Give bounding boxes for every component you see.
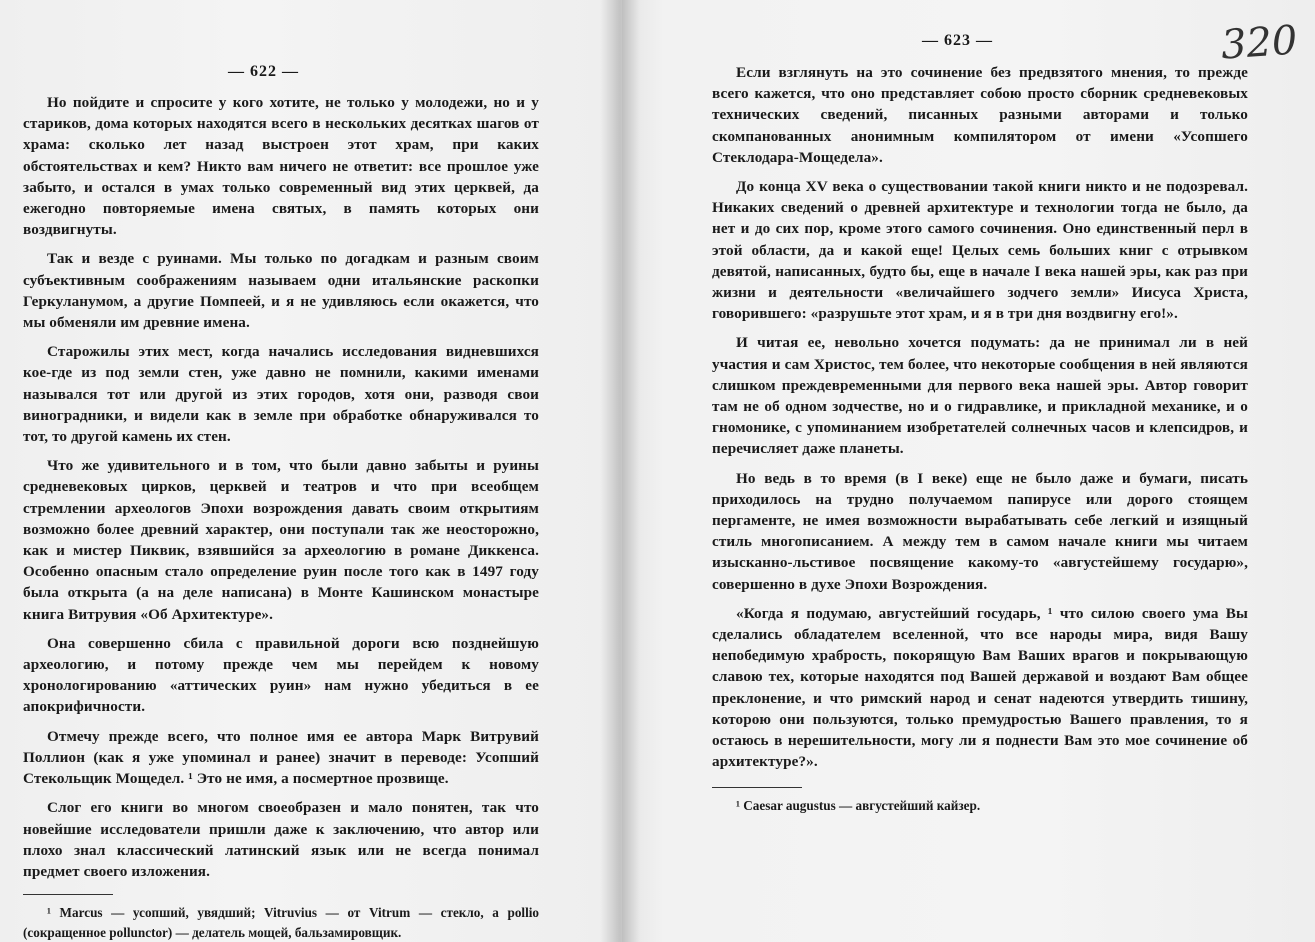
left-footnote: ¹ Marcus — усопший, увядший; Vitruvius — от Vitrum — стекло, a pollio (сокращенное pollunctor) — делатель мощей, бальзамировщик. bbox=[23, 905, 539, 941]
left-text-column bbox=[23, 92, 539, 942]
left-paragraph-3: Старожилы этих мест, когда начались исследования видневшихся кое-где из под земли стен, уже давно не помнили, какими именами назывался тот или другой из этих городов, хотя они, разводя свои виноградники, и видели как в земле при обработке обнаруживался то тот, то другой камень их стен. bbox=[23, 343, 539, 446]
page-number-right: — 623 — bbox=[922, 32, 993, 49]
right-paragraph-4: Но ведь в то время (в I веке) еще не было даже и бумаги, писать приходилось на трудно получаемом папирусе или дорого стоящем пергаменте, не имея возможности вырабатывать себе легкий и изящный стиль многописанием. А между тем в самом начале книги мы читаем изысканно-льстивое посвящение какому-то «августейшему государю», совершенно в духе Эпохи Возрождения. bbox=[712, 469, 1248, 593]
right-paragraph-5: «Когда я подумаю, августейший государь, ¹ что силою своего ума Вы сделались обладателем вселенной, что все народы мира, видя Вашу непобедимую храбрость, покорящую Вам Ваших врагов и покрывающую славою тех, которые находятся под Вашей державой и воздают Вам общее преклонение, и что римский народ и сенат надеются утвердить тишину, которою они пользуются, только премудростью Вашего правления, то я остаюсь в нерешительности, могу ли я поднести Вам это мое сочинение об архитектуре?». bbox=[712, 604, 1248, 771]
handwritten-page-mark: 320 bbox=[1219, 17, 1299, 69]
left-page bbox=[0, 0, 622, 942]
left-paragraph-5: Она совершенно сбила с правильной дороги всю позднейшую археологию, и потому прежде чем мы перейдем к новому хронологированию «аттических руин» нам нужно убедиться в ее апокрифичности. bbox=[23, 634, 539, 716]
page-number-left: — 622 — bbox=[228, 63, 299, 80]
right-paragraph-3: И читая ее, невольно хочется подумать: да не принимал ли в ней участия и сам Христос, тем более, что некоторые сообщения в ней являются слишком преждевременными для первого века нашей эры. Автор говорит там не об одном зодчестве, но и о гидравлике, и прикладной механике, и о гномонике, с упоминанием изобретателей солнечных часов и клепсидров, и перечисляет даже планеты. bbox=[712, 334, 1248, 458]
right-paragraph-1: Если взглянуть на это сочинение без предвзятого мнения, то прежде всего кажется, что оно представляет собою просто сборник средневековых технических сведений, писанных разными авторами и только скомпанованных анонимным компилятором от имени «Усопшего Стеклодара-Мощедела». bbox=[712, 64, 1248, 166]
left-paragraph-1: Но пойдите и спросите у кого хотите, не только у молодежи, но и у стариков, дома которых находятся всего в нескольких десятках шагов от храма: сколько лет назад выстроен этот храм, при каких обстоятельствах и кем? Никто вам ничего не ответит: все прошлое уже забыто, и остался в умах только современный вид этих церквей, да ежегодно повторяемые имена святых, в память которых они воздвигнуты. bbox=[23, 94, 539, 239]
left-paragraph-2: Так и везде с руинами. Мы только по догадкам и разным своим субъективным соображениям называем одни итальянские раскопки Геркуланумом, а другие Помпеей, и я не удивляюсь если окажется, что мы обменяли им древние имена. bbox=[23, 250, 539, 332]
left-paragraph-7: Слог его книги во многом своеобразен и мало понятен, так что новейшие исследователи пришли даже к заключению, что автор или плохо знал классический латинский язык или не всегда понимал предмет своего изложения. bbox=[23, 799, 539, 880]
book-gutter bbox=[600, 0, 640, 942]
right-footnote: ¹ Caesar augustus — августейший кайзер. bbox=[736, 797, 981, 813]
right-text-column bbox=[712, 62, 1248, 816]
left-footnote-rule bbox=[23, 894, 113, 895]
right-paragraph-2: До конца XV века о существовании такой книги никто и не подозревал. Никаких сведений о древней архитектуре и технологии тогда не было, да нет и до сих пор, кроме этого самого сочинения. Оно единственный перл в этой области, да и какой еще! Целых семь больших книг с отрывком девятой, написанных, будто бы, еще в начале I века нашей эры, как раз при жизни и деятельности «величайшего зодчего земли» Иисуса Христа, говорившего: «разрушьте этот храм, и я в три дня воздвигну его!». bbox=[712, 178, 1248, 323]
left-paragraph-6: Отмечу прежде всего, что полное имя ее автора Марк Витрувий Поллион (как я уже упоминал и ранее) значит в переводе: Усопший Стекольщик Мощедел. ¹ Это не имя, а посмертное прозвище. bbox=[23, 727, 539, 788]
right-page bbox=[622, 0, 1315, 942]
left-paragraph-4: Что же удивительного и в том, что были давно забыты и руины средневековых цирков, церквей и театров и что при всеобщем стремлении археологов Эпохи возрождения давать своим открытиям возможно более древний характер, они поступали так же неосторожно, как и мистер Пиквик, взявшийся за археологию в романе Диккенса. Особенно опасным стало определение руин после того как в 1497 году была открыта (а на деле написана) в Монте Кашинском монастыре книга Витрувия «Об Архитектуре». bbox=[23, 457, 539, 623]
right-footnote-rule bbox=[712, 787, 802, 788]
